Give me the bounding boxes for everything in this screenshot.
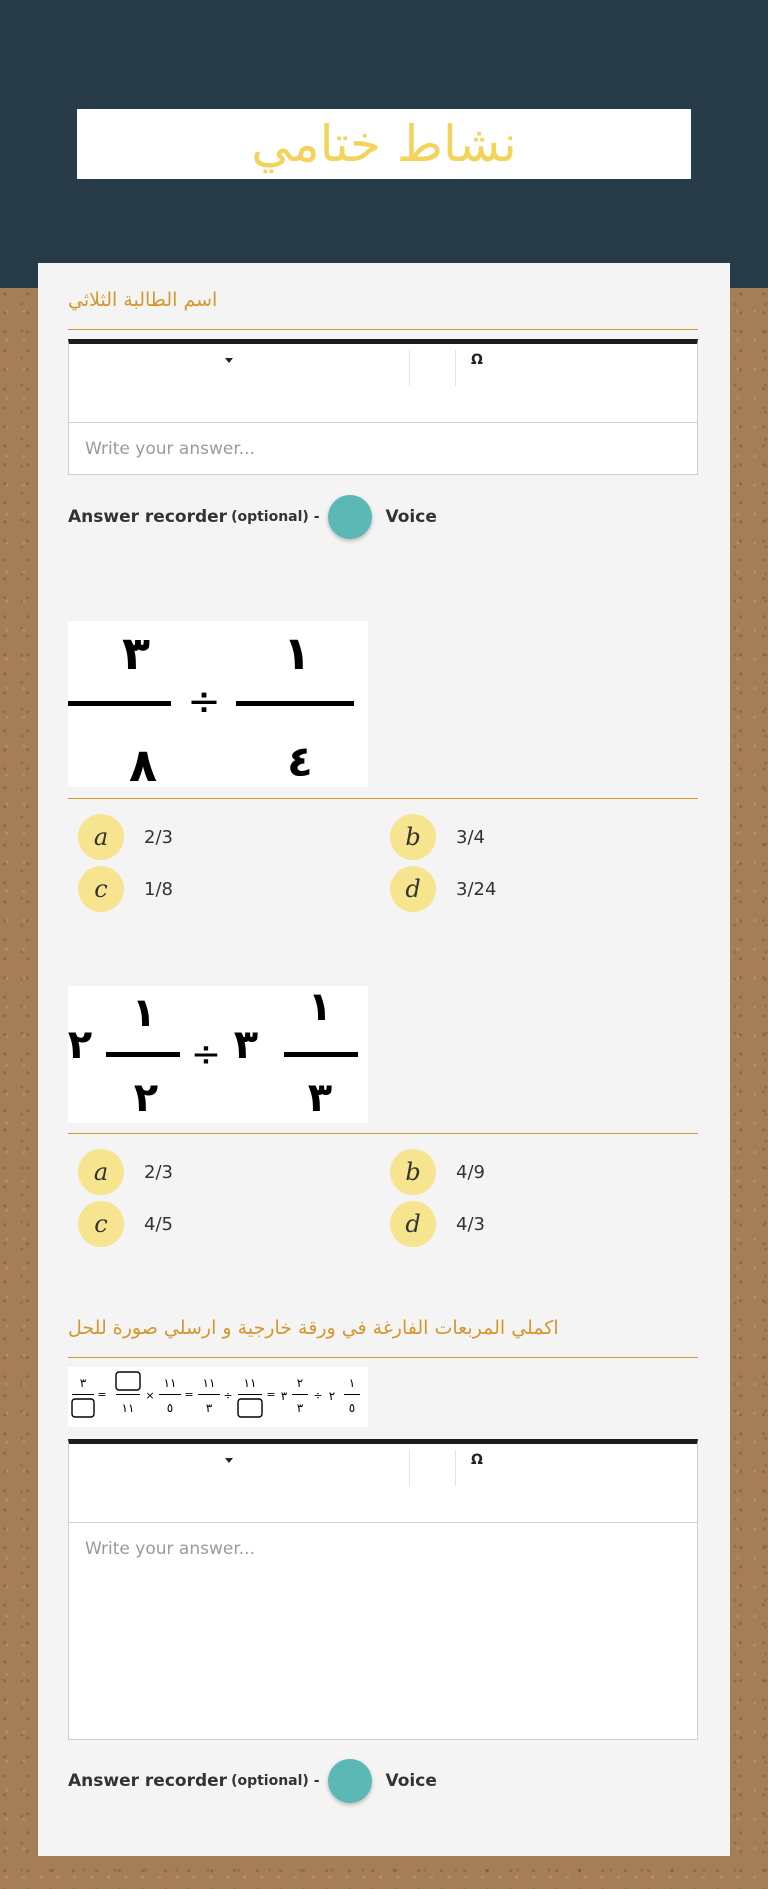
recorder-voice-label: Voice (385, 1771, 437, 1791)
choice-text: 4/3 (456, 1213, 485, 1235)
q3-choice-b[interactable] (390, 1149, 485, 1195)
question-1-divider (68, 329, 698, 330)
q3-whole-right: ٣ (233, 1022, 259, 1068)
eq-t1-box (72, 1399, 94, 1417)
eq-t5-box (238, 1399, 262, 1417)
eq-t4-den: ٣ (205, 1401, 213, 1415)
eq-t6-num: ٢ (296, 1376, 304, 1390)
eq-t7-bar (344, 1394, 360, 1395)
eq-eq3: = (266, 1388, 276, 1401)
eq-div2: ÷ (313, 1389, 323, 1402)
question-4-divider (68, 1357, 698, 1358)
format-dropdown-icon[interactable] (225, 1458, 233, 1463)
q3-left-denominator: ٢ (133, 1075, 159, 1121)
choice-text: 4/5 (144, 1213, 173, 1235)
eq-t2-box (116, 1372, 140, 1390)
question-2-divider (68, 798, 698, 799)
q2-choice-a[interactable] (78, 814, 173, 860)
q3-right-bar (284, 1052, 358, 1057)
eq-t5-num: ١١ (243, 1376, 257, 1390)
q2-right-denominator: ٤ (287, 737, 313, 786)
answer-placeholder: Write your answer... (85, 1539, 255, 1559)
q3-operator: ÷ (190, 1034, 222, 1075)
choice-text: 3/24 (456, 878, 497, 900)
format-dropdown-icon[interactable] (225, 358, 233, 363)
answer-editor-2 (68, 1439, 698, 1740)
answer-recorder-2 (68, 1759, 437, 1803)
question-2-image (68, 621, 368, 787)
q2-choice-b[interactable] (390, 814, 485, 860)
eq-t5-bar (238, 1394, 262, 1395)
question-4-equation-image (68, 1367, 368, 1427)
choice-letter: d (390, 1201, 436, 1247)
editor-toolbar-1 (69, 344, 697, 423)
eq-t3-den: ٥ (166, 1401, 174, 1415)
question-4-title: اكملي المربعات الفارغة في ورقة خارجية و ارسلي صورة للحل (68, 1317, 559, 1339)
q2-right-bar (236, 701, 354, 706)
choice-text: 4/9 (456, 1161, 485, 1183)
record-button[interactable] (328, 495, 372, 539)
editor-toolbar-2 (69, 1444, 697, 1523)
question-3-divider (68, 1133, 698, 1134)
answer-editor-1 (68, 339, 698, 475)
q3-choice-c[interactable] (78, 1201, 173, 1247)
page-title: نشاط ختامي (251, 115, 517, 173)
toolbar-separator (455, 350, 456, 386)
eq-w1: ٣ (280, 1389, 288, 1403)
eq-t7-num: ١ (348, 1376, 356, 1390)
record-button[interactable] (328, 1759, 372, 1803)
q2-left-numerator: ٣ (121, 626, 151, 680)
question-1-title: اسم الطالبة الثلاثي (68, 289, 218, 311)
toolbar-separator (409, 1450, 410, 1486)
q2-right-numerator: ١ (282, 626, 312, 680)
eq-t7-den: ٥ (348, 1401, 356, 1415)
special-char-button[interactable]: Ω (471, 352, 483, 368)
q3-choice-d[interactable] (390, 1201, 485, 1247)
recorder-optional: (optional) - (231, 509, 320, 525)
special-char-button[interactable]: Ω (471, 1452, 483, 1468)
choice-letter: a (78, 814, 124, 860)
q2-choice-c[interactable] (78, 866, 173, 912)
choice-text: 1/8 (144, 878, 173, 900)
answer-input-1[interactable] (69, 423, 697, 476)
choice-letter: c (78, 1201, 124, 1247)
q2-left-denominator: ٨ (128, 738, 158, 787)
recorder-label: Answer recorder (68, 507, 228, 527)
q2-choice-d[interactable] (390, 866, 496, 912)
q2-operator: ÷ (187, 679, 221, 725)
eq-eq2: = (184, 1388, 194, 1401)
eq-t1-bar (72, 1394, 94, 1395)
eq-eq1: = (97, 1388, 107, 1401)
q3-left-bar (106, 1052, 180, 1057)
eq-t1-num: ٣ (79, 1376, 87, 1390)
recorder-voice-label: Voice (385, 507, 437, 527)
q3-left-numerator: ١ (131, 990, 157, 1036)
eq-t6-bar (292, 1394, 308, 1395)
answer-placeholder: Write your answer... (85, 439, 255, 459)
q2-left-bar (68, 701, 171, 706)
choice-text: 2/3 (144, 826, 173, 848)
choice-letter: b (390, 1149, 436, 1195)
eq-times: × (145, 1389, 155, 1402)
toolbar-separator (409, 350, 410, 386)
eq-t2-den: ١١ (121, 1401, 135, 1415)
eq-t3-num: ١١ (163, 1376, 177, 1390)
q3-whole-left: ٢ (68, 1022, 93, 1068)
eq-t4-num: ١١ (202, 1376, 216, 1390)
worksheet-card (38, 263, 730, 1856)
eq-t2-bar (116, 1394, 140, 1395)
choice-letter: c (78, 866, 124, 912)
q3-right-denominator: ٣ (307, 1075, 333, 1121)
eq-t3-bar (159, 1394, 181, 1395)
recorder-label: Answer recorder (68, 1771, 228, 1791)
title-box (77, 109, 691, 179)
question-3-image (68, 986, 368, 1123)
q3-choice-a[interactable] (78, 1149, 173, 1195)
eq-div: ÷ (223, 1389, 233, 1402)
eq-w2: ٢ (328, 1389, 336, 1403)
recorder-optional: (optional) - (231, 1773, 320, 1789)
q3-right-numerator: ١ (307, 986, 333, 1030)
choice-letter: a (78, 1149, 124, 1195)
choice-letter: d (390, 866, 436, 912)
toolbar-separator (455, 1450, 456, 1486)
choice-letter: b (390, 814, 436, 860)
answer-recorder-1 (68, 495, 437, 539)
eq-t4-bar (198, 1394, 220, 1395)
eq-t6-den: ٣ (296, 1401, 304, 1415)
answer-input-2[interactable] (69, 1523, 697, 1741)
choice-text: 2/3 (144, 1161, 173, 1183)
choice-text: 3/4 (456, 826, 485, 848)
